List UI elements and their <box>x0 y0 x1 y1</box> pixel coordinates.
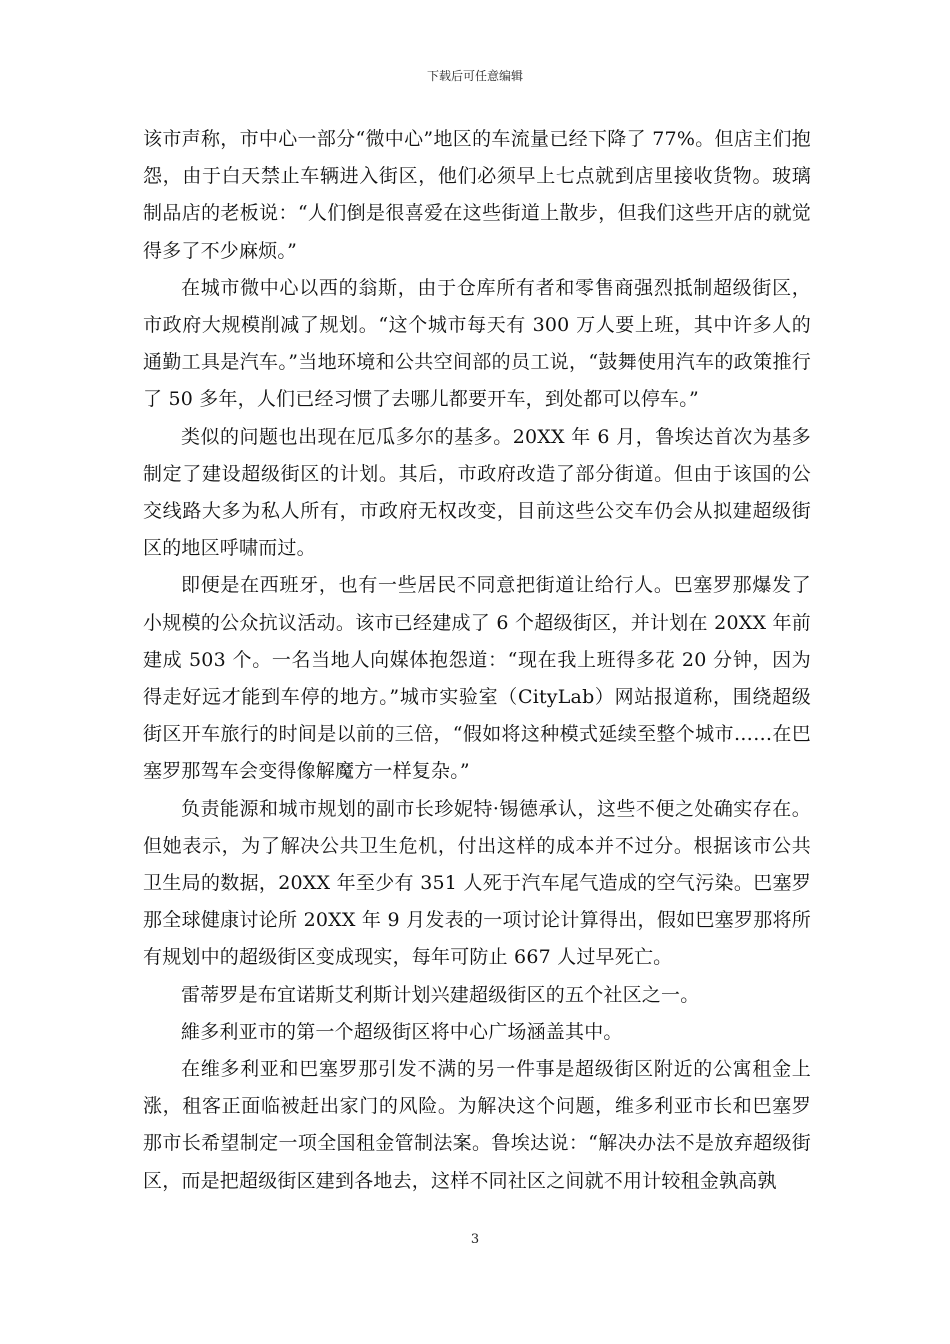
paragraph-4: 即便是在西班牙，也有一些居民不同意把街道让给行人。巴塞罗那爆发了小规模的公众抗议活动。该市已经建成了 6 个超级街区，并计划在 20XX 年前建成 503 个。一名当地人向媒体抱怨道：“现在我上班得多花 20 分钟，因为得走好远才能到车停的地方。”城市实验室（CityLab）网站报道称，围绕超级街区开车旅行的时间是以前的三倍，“假如将这种模式延续至整个城市……在巴塞罗那驾车会变得像解魔方一样复杂。” <box>143 574 811 783</box>
page-header: 下载后可任意编辑 <box>426 69 523 83</box>
paragraph-3: 类似的问题也出现在厄瓜多尔的基多。20XX 年 6 月，鲁埃达首次为基多制定了建设超级街区的计划。其后，市政府改造了部分街道。但由于该国的公交线路大多为私人所有，市政府无权改变，目前这些公交车仍会从拟建超级街区的地区呼啸而过。 <box>143 425 811 560</box>
paragraph-7: 維多利亚市的第一个超级街区将中心广场涵盖其中。 <box>181 1020 623 1043</box>
page-number: 3 <box>470 1232 480 1247</box>
paragraph-8: 在维多利亚和巴塞罗那引发不满的另一件事是超级街区附近的公寓租金上涨，租客正面临被赶出家门的风险。为解决这个问题，维多利亚市长和巴塞罗那市长希望制定一项全国租金管制法案。鲁埃达说：“解决办法不是放弃超级街区，而是把超级街区建到各地去，这样不同社区之间就不用计较租金孰高孰 <box>143 1058 811 1192</box>
paragraph-6: 雷蒂罗是布宜诺斯艾利斯计划兴建超级街区的五个社区之一。 <box>181 983 700 1006</box>
paragraph-5: 负责能源和城市规划的副市长珍妮特·锡德承认，这些不便之处确实存在。但她表示，为了解决公共卫生危机，付出这样的成本并不过分。根据该市公共卫生局的数据，20XX 年至少有 351 人死于汽车尾气造成的空气污染。巴塞罗那全球健康讨论所 20XX 年 9 月发表的一项讨论计算得出，假如巴塞罗那将所有规划中的超级街区变成现实，每年可防止 667 人过早死亡。 <box>143 797 811 969</box>
paragraph-1: 该市声称，市中心一部分“微中心”地区的车流量已经下降了 77%。但店主们抱怨，由于白天禁止车辆进入街区，他们必须早上七点就到店里接收货物。玻璃制品店的老板说：“人们倒是很喜爱在这些街道上散步，但我们这些开店的就觉得多了不少麻烦。” <box>143 128 811 262</box>
paragraph-2: 在城市微中心以西的翁斯，由于仓库所有者和零售商强烈抵制超级街区，市政府大规模削减了规划。“这个城市每天有 300 万人要上班，其中许多人的通勤工具是汽车。”当地环境和公共空间部的员工说，“鼓舞使用汽车的政策推行了 50 多年，人们已经习惯了去哪儿都要开车，到处都可以停车。” <box>143 276 811 411</box>
document-body <box>143 121 811 1200</box>
